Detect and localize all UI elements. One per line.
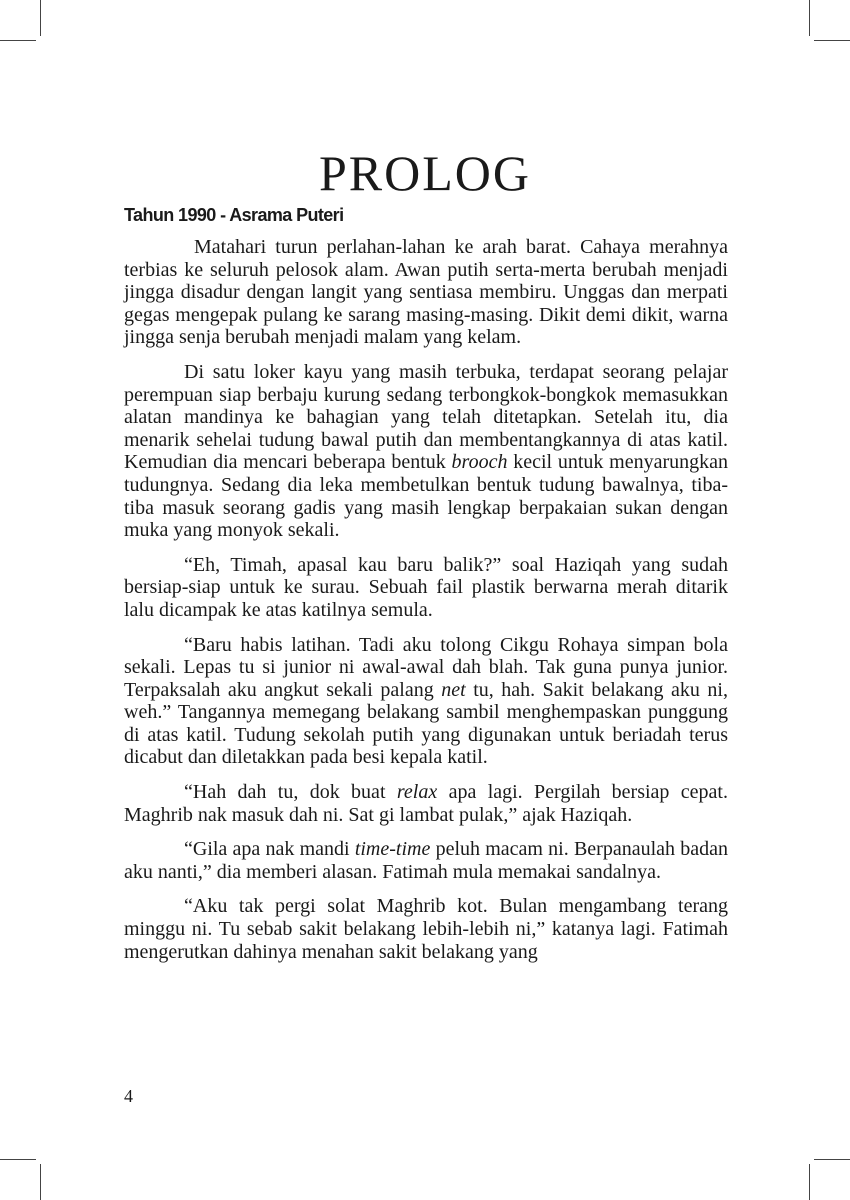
crop-mark-bottom-left (40, 1164, 41, 1200)
italic-word-net: net (441, 678, 466, 701)
paragraph-3: “Eh, Timah, apasal kau baru balik?” soal Haziqah yang sudah bersiap-siap untuk ke surau. Sebuah fail plastik berwarna merah ditarik lalu dicampak ke atas katilnya semula. (124, 553, 728, 621)
crop-mark-bottom-right (809, 1164, 810, 1200)
crop-mark-top-left-h (0, 40, 36, 41)
page-title: PROLOG (318, 145, 532, 201)
paragraph-6: “Gila apa nak mandi time-time peluh macam ni. Berpanaulah badan aku nanti,” dia memberi alasan. Fatimah mula memakai sandalnya. (124, 838, 728, 883)
italic-word-relax: relax (396, 781, 438, 804)
body-text (124, 236, 728, 975)
paragraph-7: “Aku tak pergi solat Maghrib kot. Bulan mengambang terang minggu ni. Tu sebab sakit belakang lebih-lebih ni,” katanya lagi. Fatimah mengerutkan dahinya menahan sakit belakang yang (124, 895, 728, 963)
crop-mark-top-right (809, 0, 810, 36)
paragraph-1: Matahari turun perlahan-lahan ke arah barat. Cahaya merahnya terbias ke seluruh pelosok alam. Awan putih serta-merta berubah menjadi jingga disadur dengan langit yang sentiasa membiru. Unggas dan merpati gegas mengepak pulang ke sarang masing-masing. Dikit demi dikit, warna jingga senja berubah menjadi malam yang kelam. (124, 236, 728, 349)
italic-word-brooch: brooch (451, 451, 508, 474)
paragraph-5: “Hah dah tu, dok buat relax apa lagi. Pergilah bersiap cepat. Maghrib nak masuk dah ni. Sat gi lambat pulak,” ajak Haziqah. (124, 781, 728, 826)
crop-mark-bottom-right-h (814, 1159, 850, 1160)
paragraph-4: “Baru habis latihan. Tadi aku tolong Cikgu Rohaya simpan bola sekali. Lepas tu si junior ni awal-awal dah blah. Tak guna punya junior. Terpaksalah aku angkut sekali palang net tu, hah. Sakit belakang aku ni, weh.” Tangannya memegang belakang sambil menghempaskan punggung di atas katil. Tudung sekolah putih yang digunakan untuk beriadah terus dicabut dan diletakkan pada besi kepala katil. (124, 633, 728, 769)
section-subtitle: Tahun 1990 - Asrama Puteri (124, 205, 344, 225)
crop-mark-bottom-left-h (0, 1159, 36, 1160)
page-number: 4 (124, 1086, 133, 1106)
paragraph-2: Di satu loker kayu yang masih terbuka, terdapat seorang pelajar perempuan siap berbaju kurung sedang terbongkok-bongkok memasukkan alatan mandinya ke bahagian yang telah ditetapkan. Setelah itu, dia menarik sehelai tudung bawal putih dan membentangkannya di atas katil. Kemudian dia mencari beberapa bentuk brooch kecil untuk menyarungkan tudungnya. Sedang dia leka membetulkan bentuk tudung bawalnya, tiba-tiba masuk seorang gadis yang masih lengkap berpakaian sukan dengan muka yang monyok sekali. (124, 360, 728, 542)
italic-word-time-time: time-time (354, 838, 431, 861)
crop-mark-top-right-h (814, 40, 850, 41)
crop-mark-top-left (40, 0, 41, 36)
